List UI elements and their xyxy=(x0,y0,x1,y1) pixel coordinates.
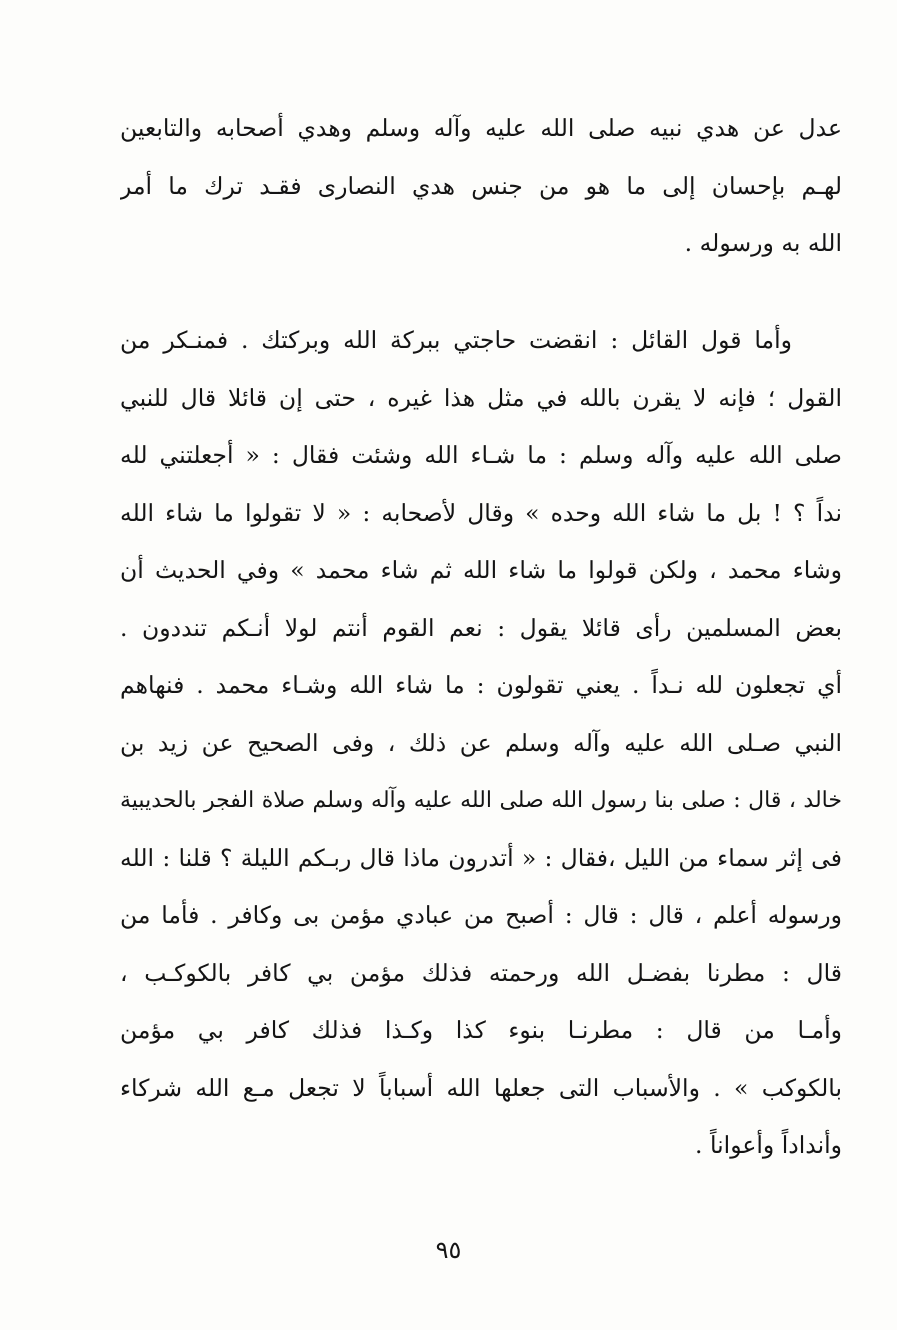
text-line: القول ؛ فإنه لا يقرن بالله في مثل هذا غيره ، حتى إن قائلا قال للنبي xyxy=(120,383,842,412)
text-line: عدل عن هدي نبيه صلى الله عليه وآله وسلم وهدي أصحابه والتابعين xyxy=(120,114,842,142)
text-line: لهـم بإحسان إلى ما هو من جنس هدي النصارى فقـد ترك ما أمر xyxy=(120,171,842,200)
text-line: بالكوكب » . والأسباب التى جعلها الله أسباباً لا تجعل مـع الله شركاء xyxy=(120,1073,842,1102)
text-line: صلى الله عليه وآله وسلم : ما شـاء الله وشئت فقال : « أجعلتني لله xyxy=(120,441,842,469)
text-line: أي تجعلون لله نـداً . يعني تقولون : ما شاء الله وشـاء محمد . فنهاهم xyxy=(120,671,842,699)
text-line: قال : مطرنا بفضـل الله ورحمته فذلك مؤمن بي كافر بالكوكـب ، xyxy=(120,958,842,987)
text-line: ورسوله أعلم ، قال : قال : أصبح من عبادي مؤمن بى وكافر . فأما من xyxy=(120,901,842,929)
text-line: وأما قول القائل : انقضت حاجتي ببركة الله وبركتك . فمنـكر من xyxy=(120,326,792,354)
page-number: ٩٥ xyxy=(435,1236,462,1264)
text-line: فى إثر سماء من الليل ،فقال : « أتدرون ماذا قال ربـكم الليلة ؟ قلنا : الله xyxy=(120,843,842,872)
text-line: نداً ؟ ! بل ما شاء الله وحده » وقال لأصحابه : « لا تقولوا ما شاء الله xyxy=(120,498,842,527)
text-line: النبي صـلى الله عليه وآله وسلم عن ذلك ، وفى الصحيح عن زيد بن xyxy=(120,728,842,757)
text-line: وشاء محمد ، ولكن قولوا ما شاء الله ثم شاء محمد » وفي الحديث أن xyxy=(120,556,842,584)
text-line: خالد ، قال : صلى بنا رسول الله صلى الله عليه وآله وسلم صلاة الفجر بالحديبية xyxy=(120,788,842,813)
text-line: بعض المسلمين رأى قائلا يقول : نعم القوم أنتم لولا أنـكم تنددون . xyxy=(120,613,842,642)
text-line: الله به ورسوله . xyxy=(684,229,842,257)
paragraph-2 xyxy=(120,312,842,1175)
text-line: وأنداداً وأعواناً . xyxy=(695,1131,842,1159)
paragraph-1 xyxy=(120,100,842,273)
text-line: وأمـا من قال : مطرنـا بنوء كذا وكـذا فذلك كافر بي مؤمن xyxy=(120,1016,842,1044)
